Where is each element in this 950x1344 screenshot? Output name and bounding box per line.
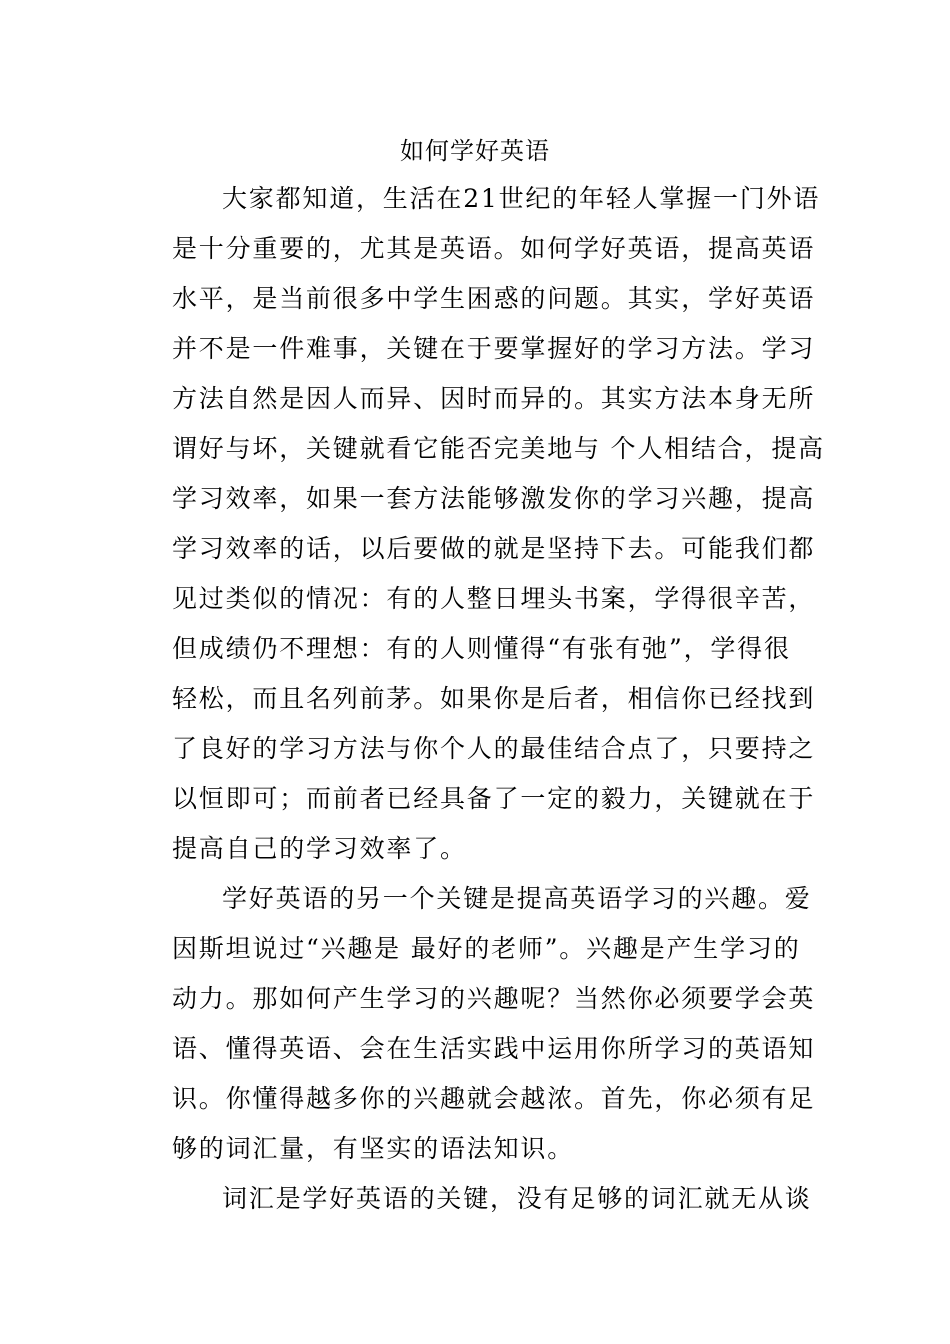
paragraph-line: 学习效率，如果一套方法能够激发你的学习兴趣，提高 [172,484,816,513]
paragraph-line: 语、懂得英语、会在生活实践中运用你所学习的英语知 [172,1034,816,1063]
paragraph-line: 识。你懂得越多你的兴趣就会越浓。首先，你必须有足 [172,1084,816,1113]
paragraph-line: 是十分重要的，尤其是英语。如何学好英语，提高英语 [172,234,816,263]
paragraph-line: 见过类似的情况：有的人整日埋头书案，学得很辛苦， [172,584,816,613]
paragraph-line: 学习效率的话，以后要做的就是坚持下去。可能我们都 [172,534,816,563]
paragraph-line: 大家都知道，生活在21世纪的年轻人掌握一门外语 [222,184,821,213]
paragraph-line: 谓好与坏，关键就看它能否完美地与 个人相结合，提高 [172,434,825,463]
document-title: 如何学好英语 [400,137,550,165]
paragraph-line: 水平，是当前很多中学生困惑的问题。其实，学好英语 [172,284,816,313]
paragraph-line: 但成绩仍不理想：有的人则懂得“有张有弛”，学得很 [172,634,791,663]
paragraph-line: 因斯坦说过“兴趣是 最好的老师”。兴趣是产生学习的 [172,934,801,963]
paragraph-line: 了良好的学习方法与你个人的最佳结合点了，只要持之 [172,734,816,763]
paragraph-line: 学好英语的另一个关键是提高英语学习的兴趣。爱 [222,884,812,913]
paragraph-line: 方法自然是因人而异、因时而异的。其实方法本身无所 [172,384,816,413]
paragraph-line: 提高自己的学习效率了。 [172,834,467,863]
paragraph-line: 轻松，而且名列前茅。如果你是后者，相信你已经找到 [172,684,816,713]
paragraph-line: 词汇是学好英语的关键，没有足够的词汇就无从谈 [222,1184,812,1213]
paragraph-line: 动力。那如何产生学习的兴趣呢？当然你必须要学会英 [172,984,816,1013]
paragraph-line: 并不是一件难事，关键在于要掌握好的学习方法。学习 [172,334,816,363]
paragraph-line: 以恒即可；而前者已经具备了一定的毅力，关键就在于 [172,784,816,813]
paragraph-line: 够的词汇量，有坚实的语法知识。 [172,1134,575,1163]
